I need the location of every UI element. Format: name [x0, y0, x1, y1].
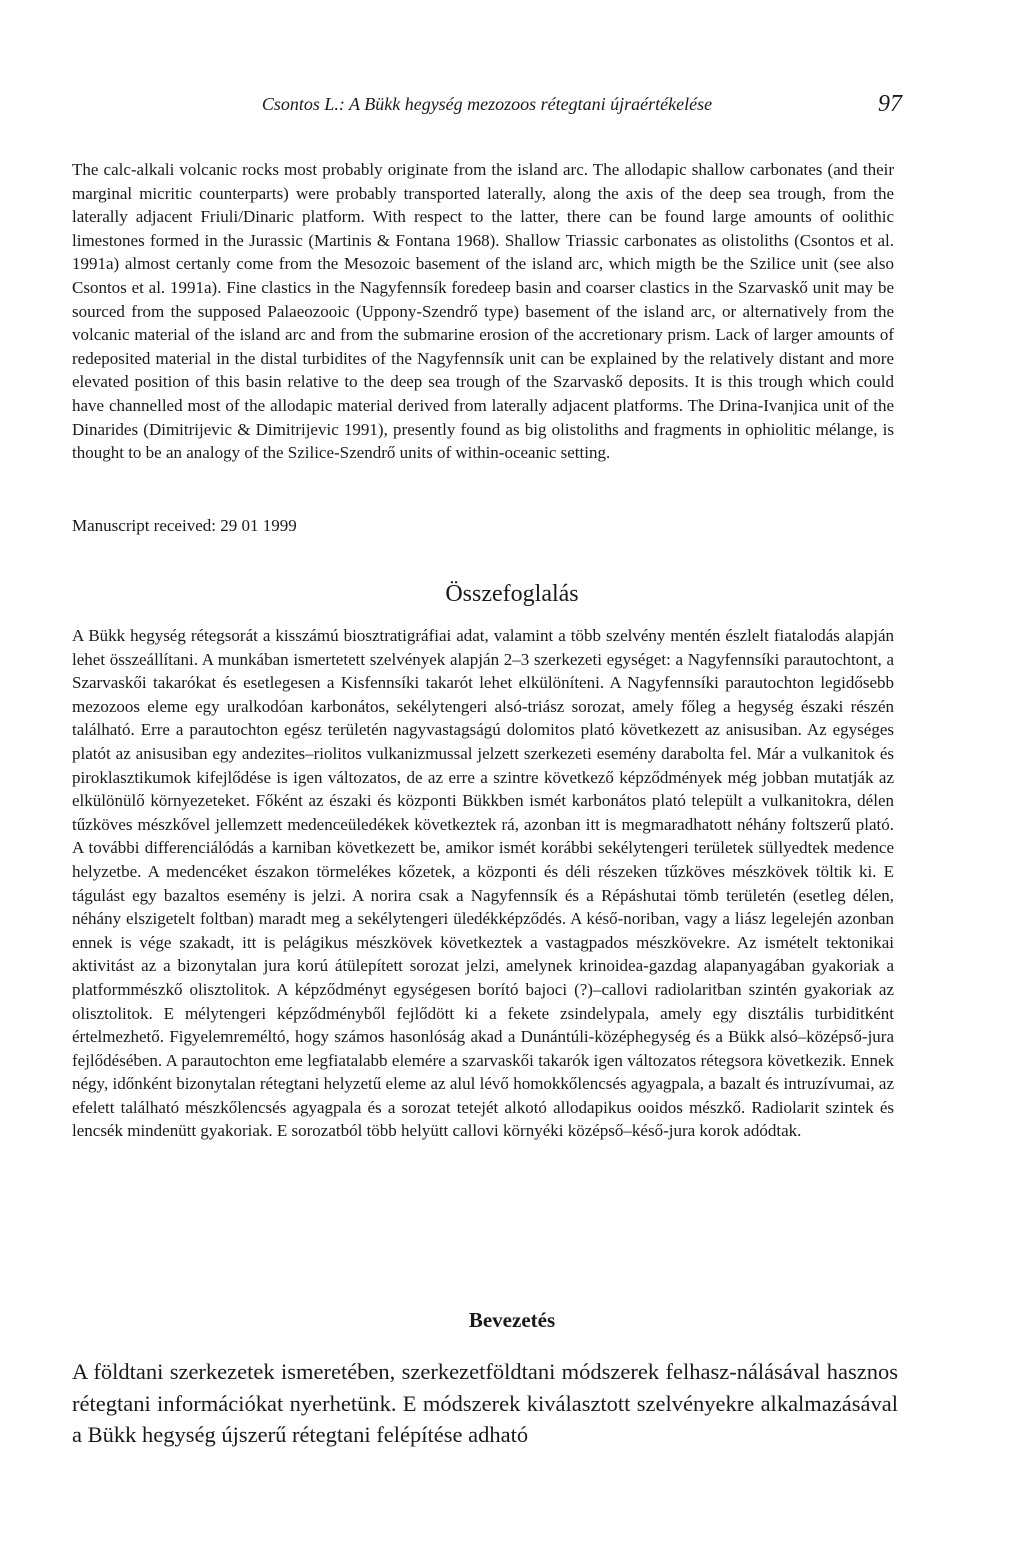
introduction-text: A földtani szerkezetek ismeretében, szerkezetföldtani módszerek felhasz-nálásával hasznos rétegtani információkat nyerhetünk. E módszerek kiválasztott szelvényekre alkalmazásával a Bükk hegység újszerű rétegtani felépítése adható	[72, 1359, 898, 1447]
abstract-text: A Bükk hegység rétegsorát a kisszámú biosztratigráfiai adat, valamint a több szelvény mentén észlelt fiatalodás alapján lehet összeállítani. A munkában ismertetett szelvények alapján 2–3 szerkezeti egységet: a Nagyfennsíki parautochtont, a Szarvaskői takarókat és esetlegesen a Kisfennsíki takarót lehet elkülöníteni. A Nagyfennsíki parautochton legidősebb mezozoos eleme egy uralkodóan karbonátos, sekélytengeri alsó-triász sorozat, amely főleg a hegység északi részén található. Erre a parautochton egész területén nagyvastagságú dolomitos plató következett az anisusiban. Az egységes platót az anisusiban egy andezites–riolitos vulkanizmussal jelzett szerkezeti esemény darabolta fel. Már a vulkanitok és piroklasztikumok kifejlődése is igen változatos, de az erre a szintre következő képződmények még jobban mutatják az elkülönülő környezeteket. Főként az északi és központi Bükkben ismét karbonátos plató települt a vulkanitokra, délen tűzköves mészkővel jellemzett medenceüledékek következtek rá, azonban itt is megmaradhatott néhány foltszerű plató. A további differenciálódás a karniban következett be, amikor ismét korábbi sekélytengeri területek süllyedtek medence helyzetbe. A medencéket északon törmelékes kőzetek, a központi és déli részeken tűzköves mészkövek töltik ki. E tágulást egy bazaltos esemény is jelzi. A norira csak a Nagyfennsík és a Répáshutai tömb területén (esetleg délen, néhány elszigetelt foltban) maradt meg a sekélytengeri üledékképződés. A késő-noriban, vagy a liász legelején azonban ennek is vége szakadt, itt is pelágikus mészkövek következtek a vastagpados mészkövekre. Az ismételt tektonikai aktivitást az a bizonytalan jura korú átülepített sorozat jelzi, amelynek krinoidea-gazdag alapanyagában gyakoriak a platformmészkő olisztolitok. A képződményt egységesen borító bajoci (?)–callovi radiolaritban szintén gyakoriak az olisztolitok. E mélytengeri képződményből fejlődött ki a fekete zsindelypala, amely egy disztális turbiditként értelmezhető. Figyelemreméltó, hogy számos hasonlóság akad a Dunántúli-középhegység és a Bükk alsó–középső-jura fejlődésében. A parautochton eme legfiatalabb elemére a szarvaskői takarók igen változatos rétegsora következik. Ennek négy, időnként bizonytalan rétegtani helyzetű eleme az alul lévő homokkőlencsés agyagpala, a bazalt és intruzívumai, az efelett található mészkőlencsés agyagpala és a sorozat tetejét alkotó allodapikus ooidos mészkő. Radiolarit szintek és lencsék mindenütt gyakoriak. E sorozatból több helyütt callovi környéki középső–késő-jura korok adódtak.	[72, 626, 894, 1141]
abstract-heading: Összefoglalás	[445, 581, 579, 607]
manuscript-received: Manuscript received: 29 01 1999	[72, 516, 297, 535]
running-head	[72, 92, 902, 122]
english-paragraph: The calc-alkali volcanic rocks most probably originate from the island arc. The allodapic shallow carbonates (and their marginal micritic counterparts) were probably transported laterally, along the axis of the deep sea trough, from the laterally adjacent Friuli/Dinaric platform. With respect to the latter, there can be found large amounts of oolithic limestones formed in the Jurassic (Martinis & Fontana 1968). Shallow Triassic carbonates as olistoliths (Csontos et al. 1991a) almost certanly come from the Mesozoic basement of the island arc, which migth be the Szilice unit (see also Csontos et al. 1991a). Fine clastics in the Nagyfennsík foredeep basin and coarser clastics in the Szarvaskő unit may be sourced from the supposed Palaeozooic (Uppony-Szendrő type) basement of the island arc, or alternatively from the volcanic material of the island arc and from the submarine erosion of the accretionary prism. Lack of larger amounts of redeposited material in the distal turbidites of the Nagyfennsík unit can be explained by the relatively distant and more elevated position of this basin relative to the deep sea trough of the Szarvaskő deposits. It is this trough which could have channelled most of the allodapic material derived from laterally adjacent platforms. The Drina-Ivanjica unit of the Dinarides (Dimitrijevic & Dimitrijevic 1991), presently found as big olistoliths and fragments in ophiolitic mélange, is thought to be an analogy of the Szilice-Szendrő units of within-oceanic setting.	[72, 160, 894, 463]
introduction-heading: Bevezetés	[468, 1308, 556, 1332]
running-title: Csontos L.: A Bükk hegység mezozoos rétegtani újraértékelése	[261, 94, 713, 114]
page-number: 97	[878, 91, 902, 117]
